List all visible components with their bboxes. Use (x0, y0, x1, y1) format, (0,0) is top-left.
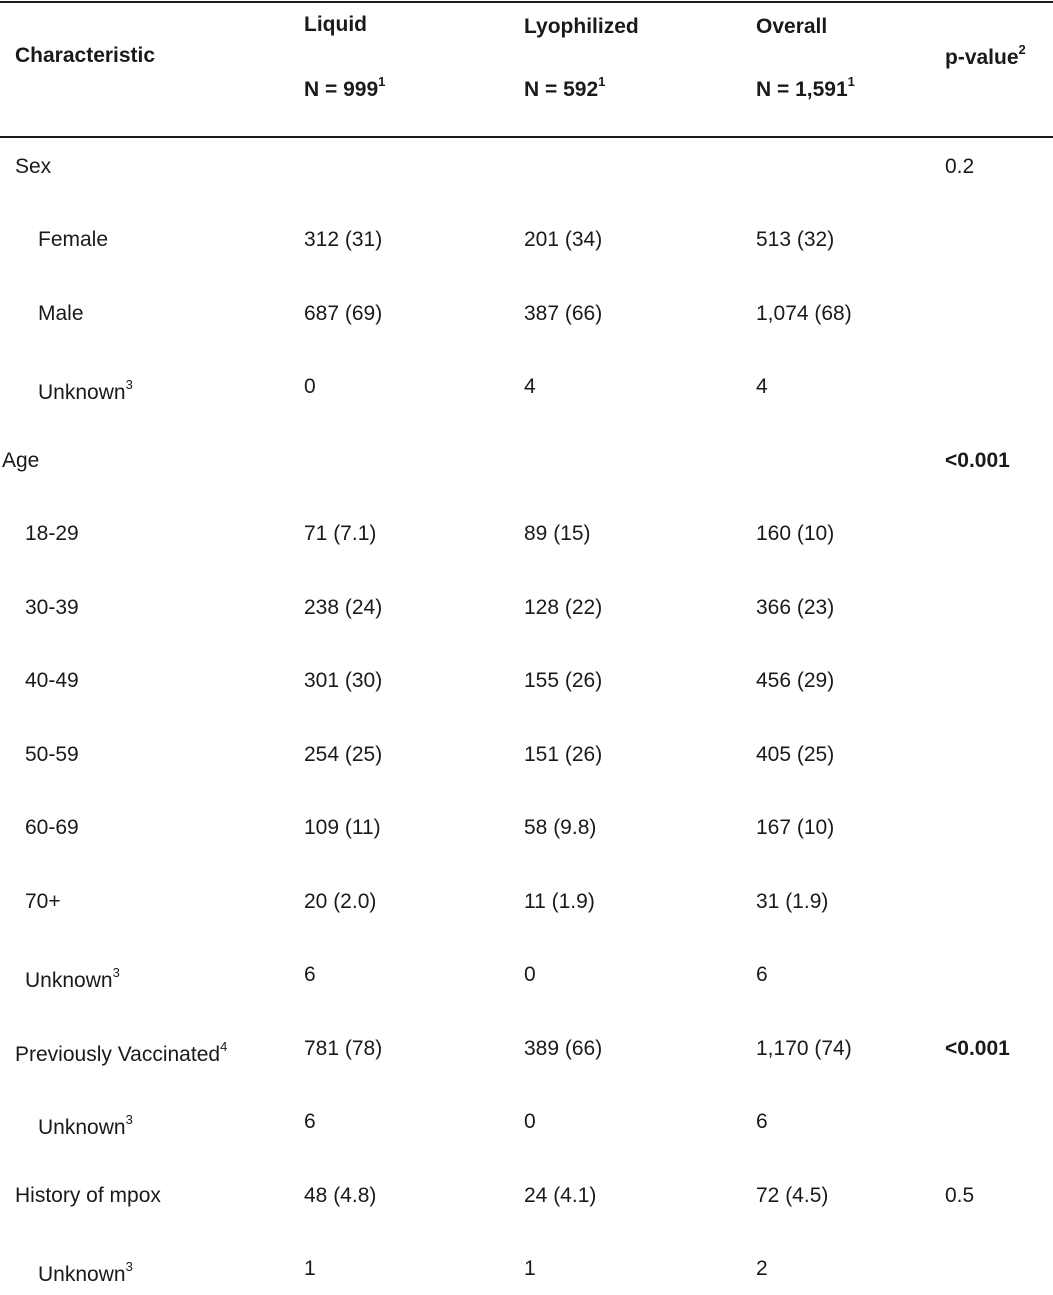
liquid-cell: 254 (25) (304, 743, 383, 766)
table-row (0, 1249, 1053, 1289)
lyophilized-cell: 155 (26) (524, 669, 603, 692)
row-label: Female (38, 228, 109, 251)
lyophilized-cell: 11 (1.9) (524, 890, 595, 913)
overall-cell: 405 (25) (756, 743, 835, 766)
table-row (0, 1176, 1053, 1216)
liquid-cell: 781 (78) (304, 1037, 383, 1060)
liquid-cell: 109 (11) (304, 816, 381, 839)
header-lyophilized-n: $N = 592^1$ (524, 74, 606, 101)
header-lyophilized: Lyophilized (524, 15, 639, 38)
row-label: Unknown$^3$ (38, 377, 133, 404)
liquid-cell: 687 (69) (304, 302, 383, 325)
row-label: History of mpox (15, 1184, 161, 1207)
row-label: Unknown$^3$ (38, 1112, 133, 1139)
liquid-cell: 0 (304, 375, 316, 398)
row-label: 60-69 (25, 816, 79, 839)
overall-cell: 4 (756, 375, 768, 398)
table-row (0, 367, 1053, 407)
pvalue-cell: 0.5 (945, 1184, 975, 1207)
table-row (0, 882, 1053, 922)
row-label: 50-59 (25, 743, 79, 766)
header-overall-n: $N = 1,591^1$ (756, 74, 855, 101)
row-label: 30-39 (25, 596, 79, 619)
lyophilized-cell: 0 (524, 1110, 536, 1133)
row-label: Previously Vaccinated$^4$ (15, 1039, 228, 1066)
table-header-rule (0, 136, 1053, 138)
lyophilized-cell: 58 (9.8) (524, 816, 597, 839)
row-label: Male (38, 302, 84, 325)
pvalue-cell: <0.001 (945, 1037, 1010, 1060)
overall-cell: 2 (756, 1257, 768, 1280)
liquid-cell: 1 (304, 1257, 316, 1280)
table-top-rule (0, 1, 1053, 3)
table-row (0, 588, 1053, 628)
overall-cell: 1,074 (68) (756, 302, 852, 325)
lyophilized-cell: 201 (34) (524, 228, 603, 251)
liquid-cell: 48 (4.8) (304, 1184, 377, 1207)
pvalue-cell: <0.001 (945, 449, 1010, 472)
overall-cell: 513 (32) (756, 228, 835, 251)
overall-cell: 456 (29) (756, 669, 835, 692)
table-row (0, 808, 1053, 848)
table-row (0, 661, 1053, 701)
table-row (0, 514, 1053, 554)
overall-cell: 167 (10) (756, 816, 835, 839)
table-row (0, 735, 1053, 775)
liquid-cell: 6 (304, 1110, 316, 1133)
liquid-cell: 301 (30) (304, 669, 383, 692)
overall-cell: 6 (756, 963, 768, 986)
overall-cell: 160 (10) (756, 522, 835, 545)
row-label: 70+ (25, 890, 61, 913)
header-pvalue: p-value$^2$ (945, 42, 1026, 69)
table-row (0, 441, 1053, 481)
liquid-cell: 20 (2.0) (304, 890, 377, 913)
pvalue-cell: 0.2 (945, 155, 975, 178)
header-overall: Overall (756, 15, 828, 38)
header-liquid: Liquid (304, 13, 367, 36)
overall-cell: 6 (756, 1110, 768, 1133)
row-label: Sex (15, 155, 52, 178)
table-row (0, 1102, 1053, 1142)
overall-cell: 366 (23) (756, 596, 835, 619)
table-row (0, 147, 1053, 187)
row-label: 40-49 (25, 669, 79, 692)
table-row (0, 955, 1053, 995)
lyophilized-cell: 389 (66) (524, 1037, 603, 1060)
row-label: Unknown$^3$ (38, 1259, 133, 1286)
table-row (0, 294, 1053, 334)
liquid-cell: 71 (7.1) (304, 522, 377, 545)
lyophilized-cell: 128 (22) (524, 596, 603, 619)
lyophilized-cell: 387 (66) (524, 302, 603, 325)
row-label: Age (2, 449, 40, 472)
lyophilized-cell: 24 (4.1) (524, 1184, 597, 1207)
row-label: 18-29 (25, 522, 79, 545)
table-row (0, 220, 1053, 260)
lyophilized-cell: 4 (524, 375, 536, 398)
lyophilized-cell: 0 (524, 963, 536, 986)
header-characteristic: Characteristic (15, 44, 156, 67)
lyophilized-cell: 89 (15) (524, 522, 591, 545)
liquid-cell: 312 (31) (304, 228, 383, 251)
lyophilized-cell: 1 (524, 1257, 536, 1280)
overall-cell: 31 (1.9) (756, 890, 829, 913)
header-liquid-n: $N = 999^1$ (304, 74, 386, 101)
row-label: Unknown$^3$ (25, 965, 120, 992)
table-row (0, 1029, 1053, 1069)
liquid-cell: 6 (304, 963, 316, 986)
lyophilized-cell: 151 (26) (524, 743, 603, 766)
overall-cell: 1,170 (74) (756, 1037, 852, 1060)
overall-cell: 72 (4.5) (756, 1184, 829, 1207)
liquid-cell: 238 (24) (304, 596, 383, 619)
